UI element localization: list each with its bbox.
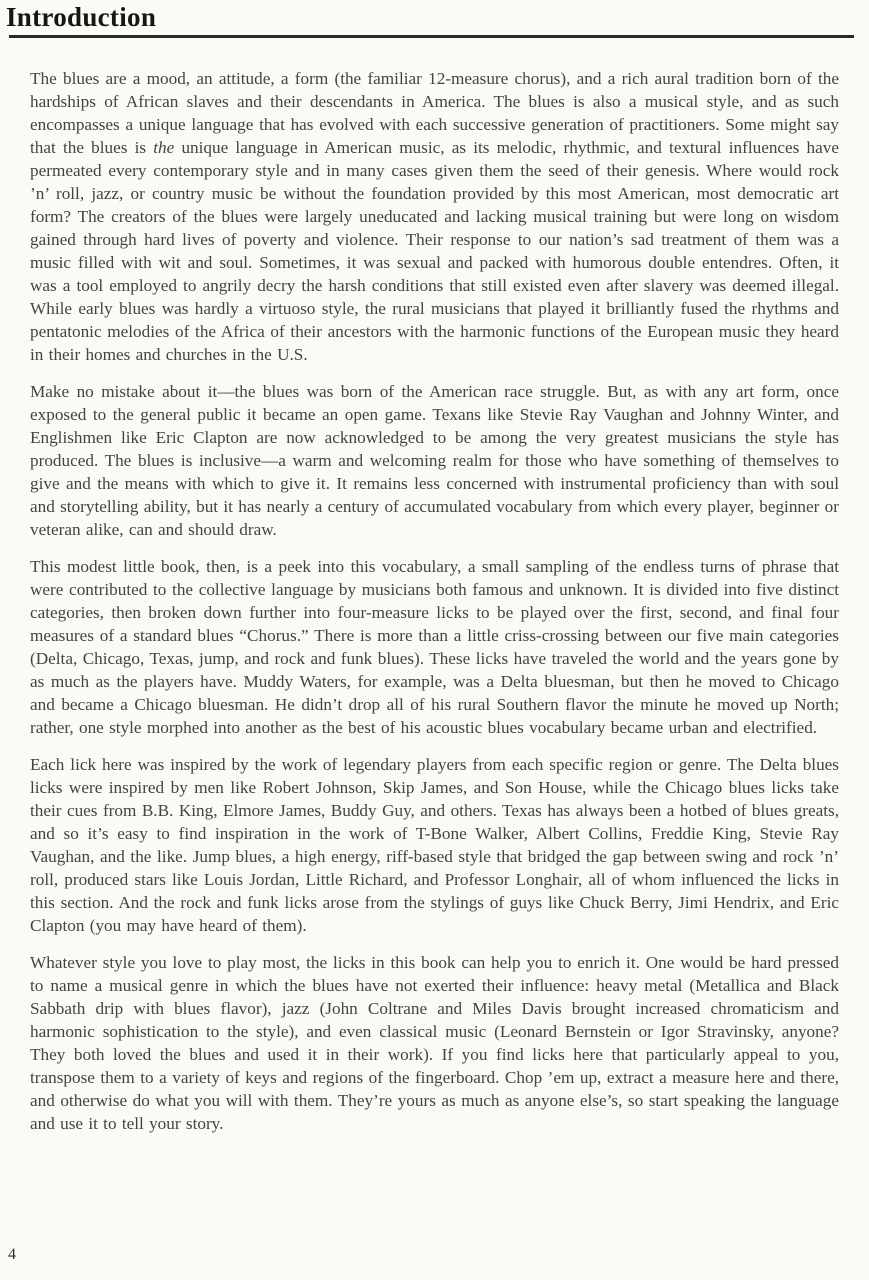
italic-text: the [153, 138, 175, 157]
page-number: 4 [8, 1246, 16, 1263]
paragraph-text: Make no mistake about it—the blues was born of the American race struggle. But, as with any art form, once exposed to the general public it became an open game. Texans like Stevie Ray Vaughan and Johnny Winter, and Englishmen like Eric Clapton are now acknowledged to be among the very greatest musicians the style has produced. The blues is inclusive—a warm and welcoming realm for those who have something of themselves to give and the means with which to give it. It remains less concerned with instrumental proficiency than with soul and storytelling ability, but it has nearly a century of accumulated vocabulary from which every player, beginner or veteran alike, can and should draw. [30, 382, 839, 539]
paragraph-text: unique language in American music, as its melodic, rhythmic, and textural influences have permeated every contemporary style and in many cases given them the seed of their genesis. Where would rock ’n’ roll, jazz, or country music be without the foundation provided by this most American, most democratic art form? The creators of the blues were largely uneducated and lacking musical training but were long on wisdom gained through hard lives of poverty and violence. Their response to our nation’s sad treatment of them was a music filled with wit and soul. Sometimes, it was sexual and packed with humorous double entendres. Often, it was a tool employed to angrily decry the harsh conditions that still existed even after slavery was deemed illegal. While early blues was hardly a virtuoso style, the rural musicians that played it brilliantly fused the rhythms and pentatonic melodies of the Africa of their ancestors with the harmonic functions of the European music they heard in their homes and churches in the U.S. [30, 138, 839, 364]
body-paragraph [30, 753, 839, 937]
title-rule [9, 35, 854, 38]
paragraph-text: This modest little book, then, is a peek into this vocabulary, a small sampling of the endless turns of phrase that were contributed to the collective language by musicians both famous and unknown. It is divided into five distinct categories, then broken down further into four-measure licks to be played over the first, second, and final four measures of a standard blues “Chorus.” There is more than a little criss-crossing between our five main categories (Delta, Chicago, Texas, jump, and rock and funk blues). These licks have traveled the world and the years gone by as much as the players have. Muddy Waters, for example, was a Delta bluesman, but then he moved to Chicago and became a Chicago bluesman. He didn’t drop all of his rural Southern flavor the minute he moved up North; rather, one style morphed into another as the best of his acoustic blues vocabulary became urban and electrified. [30, 557, 839, 737]
body-paragraph [30, 555, 839, 739]
body-paragraph [30, 951, 839, 1135]
page-header [0, 0, 869, 38]
paragraph-text: Each lick here was inspired by the work of legendary players from each specific region or genre. The Delta blues licks were inspired by men like Robert Johnson, Skip James, and Son House, while the Chicago blues licks take their cues from B.B. King, Elmore James, Buddy Guy, and others. Texas has always been a hotbed of blues greats, and so it’s easy to find inspiration in the work of T-Bone Walker, Albert Collins, Freddie King, Stevie Ray Vaughan, and the like. Jump blues, a high energy, riff-based style that bridged the gap between swing and rock ’n’ roll, produced stars like Louis Jordan, Little Richard, and Professor Longhair, all of whom influenced the licks in this section. And the rock and funk licks arose from the stylings of guys like Chuck Berry, Jimi Hendrix, and Eric Clapton (you may have heard of them). [30, 755, 839, 935]
body-paragraph [30, 380, 839, 541]
paragraph-text: The blues are a mood, an attitude, a form (the familiar 12-measure chorus), and a rich aural tradition born of the hardships of African slaves and their descendants in America. The blues is also a musical style, and as such encompasses a unique language that has evolved with each successive generation of practitioners. Some might say that the blues is [30, 69, 839, 157]
body-text [30, 67, 839, 1135]
body-paragraph [30, 67, 839, 366]
paragraph-text: Whatever style you love to play most, the licks in this book can help you to enrich it. One would be hard pressed to name a musical genre in which the blues have not exerted their influence: heavy metal (Metallica and Black Sabbath drip with blues flavor), jazz (John Coltrane and Miles Davis brought increased chromaticism and harmonic sophistication to the style), and even classical music (Leonard Bernstein or Igor Stravinsky, anyone? They both loved the blues and used it in their work). If you find licks here that particularly appeal to you, transpose them to a variety of keys and regions of the fingerboard. Chop ’em up, extract a measure here and there, and otherwise do what you will with them. They’re yours as much as anyone else’s, so start speaking the language and use it to tell your story. [30, 953, 839, 1133]
page-title: Introduction [6, 2, 157, 32]
